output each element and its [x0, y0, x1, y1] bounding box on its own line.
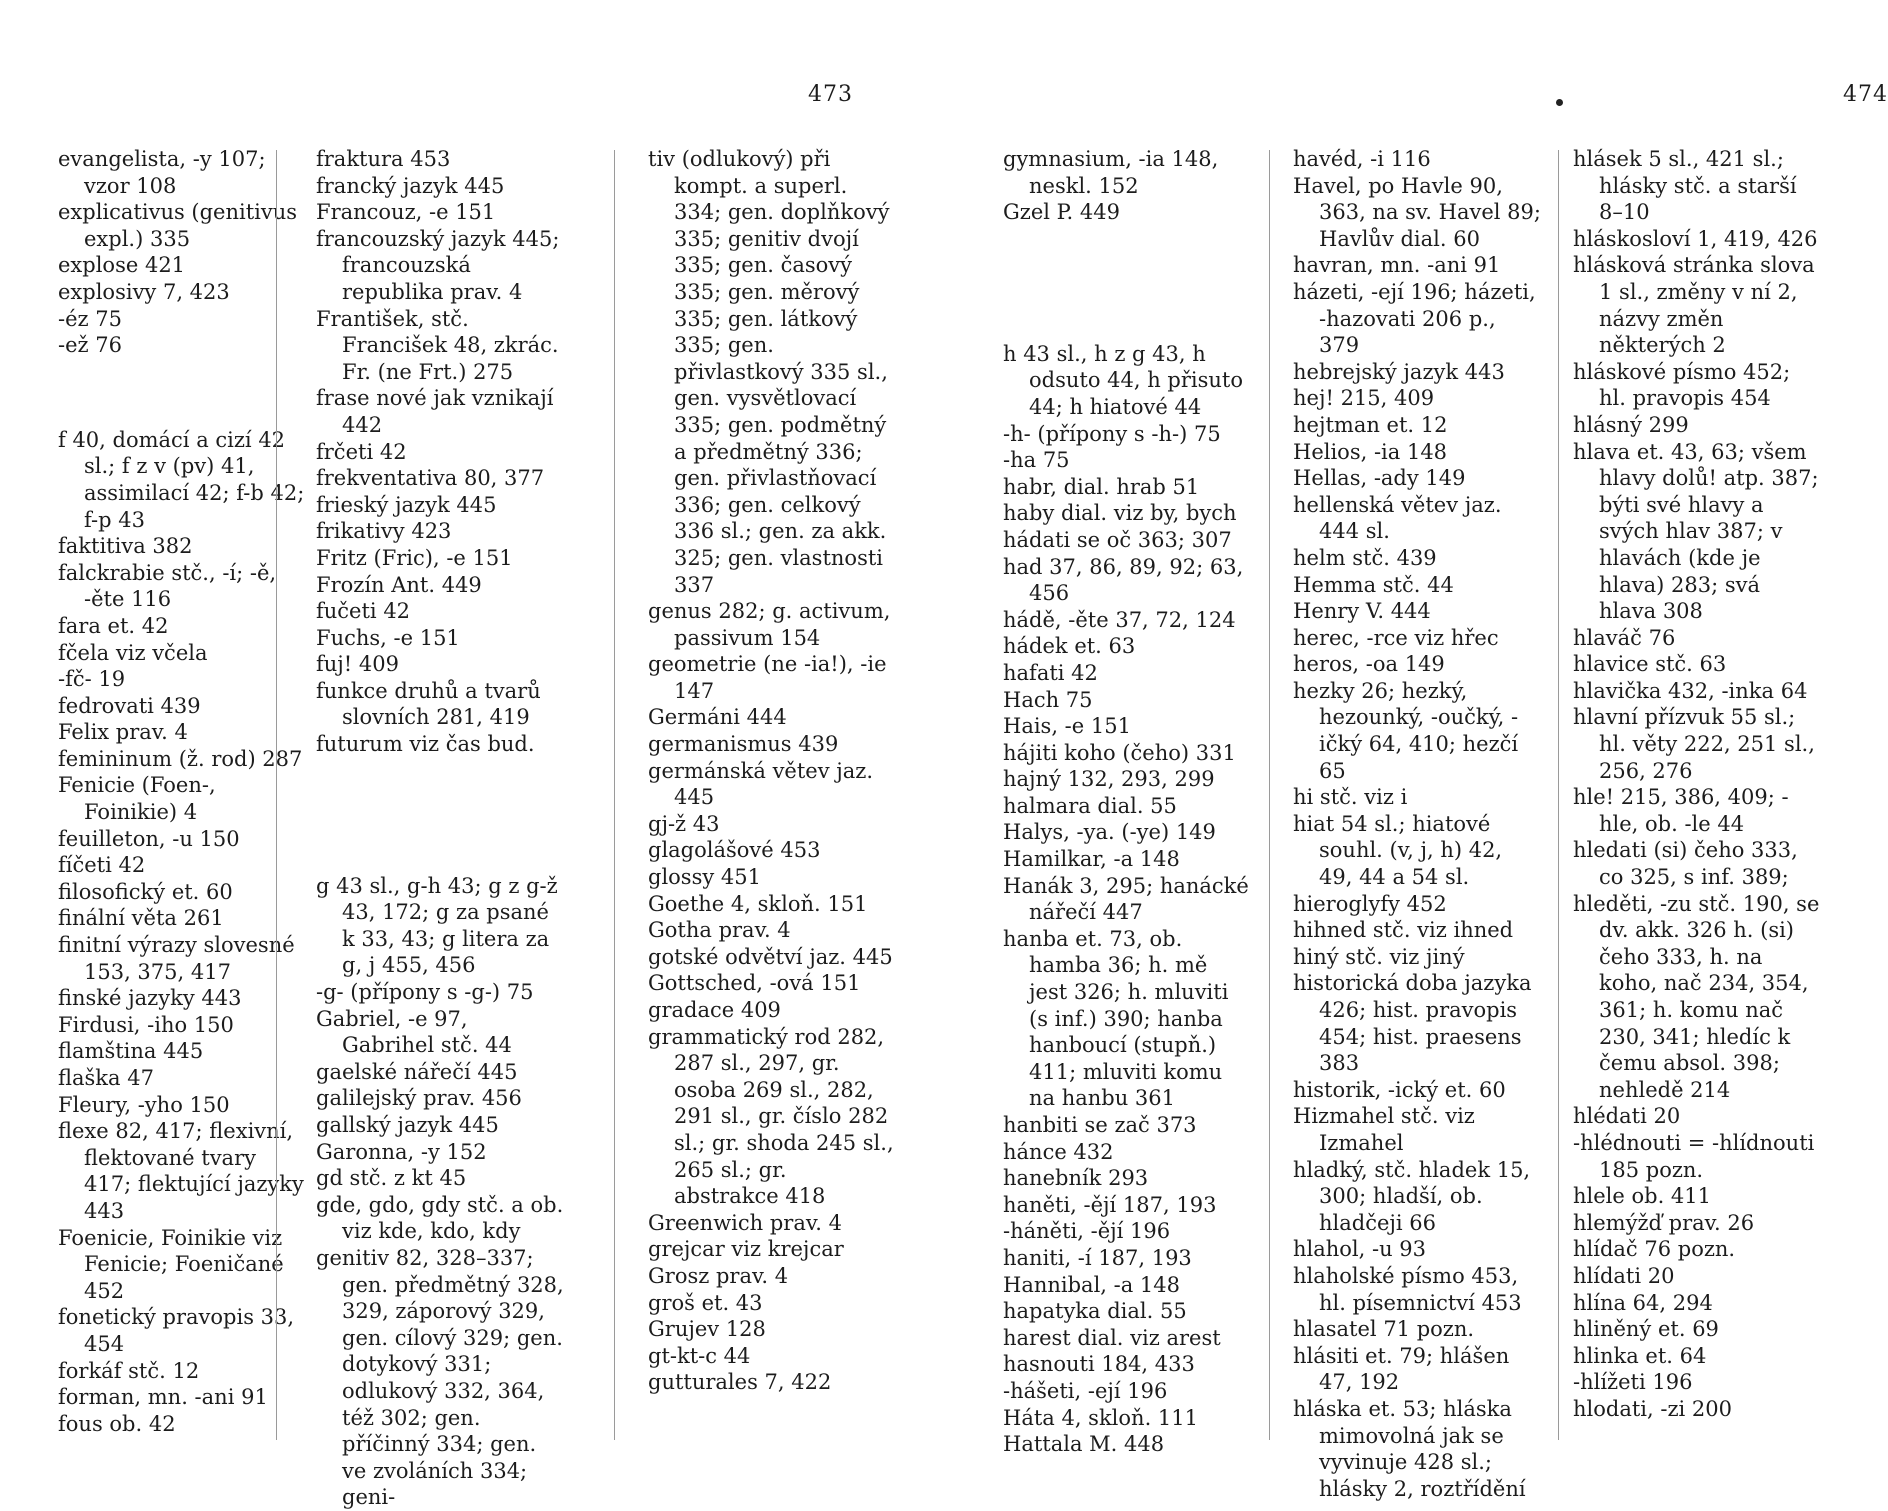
index-entry: hanebník 293	[1003, 1166, 1149, 1191]
index-entry: historik, -ický et. 60	[1293, 1077, 1506, 1102]
index-entry: germánská větev jaz. 445	[648, 758, 874, 810]
index-entry: Fuchs, -e 151	[316, 625, 460, 650]
index-entry: -g- (přípony s -g-) 75	[316, 980, 534, 1005]
index-entry: gradace 409	[648, 998, 781, 1022]
speck-dot	[1556, 99, 1563, 106]
index-entry: hlinka et. 64	[1573, 1343, 1707, 1368]
column-divider	[1269, 150, 1270, 1440]
index-entry: hlína 64, 294	[1573, 1290, 1713, 1315]
index-entry: heros, -oa 149	[1293, 652, 1445, 677]
index-entry: habr, dial. hrab 51	[1003, 474, 1200, 499]
index-entry: hi stč. viz i	[1293, 785, 1408, 810]
index-entry: hlodati, -zi 200	[1573, 1396, 1732, 1421]
index-entry: h 43 sl., h z g 43, h odsuto 44, h přisuto 44; h hiatové 44	[1003, 341, 1243, 419]
index-entry: Hais, -e 151	[1003, 714, 1131, 739]
index-entry: Greenwich prav. 4	[648, 1210, 842, 1235]
index-entry: Gabriel, -e 97, Gabrihel stč. 44	[316, 1006, 512, 1058]
index-entry: hebrejský jazyk 443	[1293, 359, 1505, 384]
index-entry: forman, mn. -ani 91	[58, 1385, 268, 1410]
index-entry: finitní výrazy slovesné 153, 375, 417	[58, 933, 295, 984]
index-entry: -hášeti, -ejí 196	[1003, 1378, 1168, 1403]
index-entry: havéd, -i 116	[1293, 147, 1431, 171]
index-column-5	[1293, 146, 1541, 1502]
index-entry: galilejský prav. 456	[316, 1086, 522, 1111]
index-column-2	[316, 146, 564, 1511]
index-entry: Hanák 3, 295; hanácké nářečí 447	[1003, 873, 1249, 925]
index-entry: Háta 4, skloň. 111	[1003, 1405, 1198, 1430]
index-entry: hlavice stč. 63	[1573, 652, 1727, 677]
index-entry: f 40, domácí a cizí 42 sl.; f z v (pv) 41, assimilací 42; f-b 42; f-p 43	[58, 427, 305, 532]
index-entry: faktitiva 382	[58, 534, 193, 559]
index-entry: Hemma stč. 44	[1293, 572, 1454, 597]
index-column-4	[1003, 146, 1251, 1458]
index-entry: Hamilkar, -a 148	[1003, 847, 1180, 872]
index-entry: Goethe 4, skloň. 151	[648, 891, 868, 916]
index-entry: hlavička 432, -inka 64	[1573, 678, 1808, 703]
index-entry: házeti, -ejí 196; házeti, -hazovati 206 p., 379	[1293, 279, 1536, 358]
index-entry: hlásková stránka slova 1 sl., změny v ní 2, názvy změn některých 2	[1573, 253, 1815, 358]
index-entry: Firdusi, -iho 150	[58, 1012, 234, 1037]
index-entry: fraktura 453	[316, 147, 451, 171]
index-entry: Gottsched, -ová 151	[648, 971, 861, 996]
index-entry: fíčeti 42	[58, 853, 146, 878]
index-entry: hliněný et. 69	[1573, 1317, 1719, 1342]
index-entry: evangelista, -y 107; vzor 108	[58, 147, 266, 198]
index-entry: Felix prav. 4	[58, 720, 188, 745]
index-entry: Hellas, -ady 149	[1293, 466, 1466, 491]
index-entry: frase nové jak vznikají 442	[316, 386, 554, 437]
index-entry: haby dial. viz by, bych	[1003, 501, 1237, 526]
index-entry: Grosz prav. 4	[648, 1263, 789, 1288]
index-entry: hádati se oč 363; 307	[1003, 527, 1232, 552]
index-entry: Fenicie (Foen-, Foinikie) 4	[58, 773, 216, 825]
index-entry: hihned stč. viz ihned	[1293, 918, 1514, 943]
index-entry: g 43 sl., g-h 43; g z g-ž 43, 172; g za psané k 33, 43; g litera za g, j 455, 456	[316, 873, 558, 978]
index-entry: hiat 54 sl.; hiatové souhl. (v, j, h) 42, 49, 44 a 54 sl.	[1293, 811, 1503, 890]
index-entry: gallský jazyk 445	[316, 1113, 499, 1137]
spacer	[1003, 247, 1251, 273]
index-entry: hapatyka dial. 55	[1003, 1299, 1187, 1324]
index-entry: havran, mn. -ani 91	[1293, 253, 1501, 278]
index-entry: funkce druhů a tvarů slovních 281, 419	[316, 678, 541, 730]
index-entry: helm stč. 439	[1293, 545, 1437, 570]
index-entry: glossy 451	[648, 865, 761, 890]
index-entry: genitiv 82, 328–337; gen. předmětný 328, 329, záporový 329, gen. cílový 329; gen. dotykový 331; odlukový 332, 364, též 302; gen. příčinný 334; gen. ve zvoláních 334; geni-	[316, 1245, 564, 1510]
index-entry: -fč- 19	[58, 667, 126, 692]
index-entry: flexe 82, 417; flexivní, flektované tvary 417; flektující jazyky 443	[58, 1119, 304, 1223]
index-entry: Gzel P. 449	[1003, 200, 1120, 225]
index-entry: Fritz (Fric), -e 151	[316, 545, 513, 570]
index-column-1	[58, 146, 306, 1437]
index-entry: Hattala M. 448	[1003, 1432, 1165, 1457]
index-entry: had 37, 86, 89, 92; 63, 456	[1003, 554, 1244, 606]
left-page	[0, 0, 933, 1510]
index-entry: hlele ob. 411	[1573, 1184, 1712, 1209]
index-entry: hajný 132, 293, 299	[1003, 767, 1215, 792]
index-entry: hlemýžď prav. 26	[1573, 1210, 1755, 1235]
index-entry: hanba et. 73, ob. hamba 36; h. mě jest 326; h. mluviti (s inf.) 390; hanba hanboucí (stupň.) 411; mluviti komu na hanbu 361	[1003, 926, 1229, 1111]
index-entry: hleděti, -zu stč. 190, se dv. akk. 326 h. (si) čeho 333, h. na koho, nač 234, 354, 361; h. komu nač 230, 341; hledíc k čemu absol. 398; nehledě 214	[1573, 891, 1820, 1102]
index-entry: hiný stč. viz jiný	[1293, 944, 1465, 969]
index-entry: finální věta 261	[58, 906, 224, 931]
index-entry: hlavní přízvuk 55 sl.; hl. věty 222, 251 sl., 256, 276	[1573, 705, 1815, 783]
index-entry: -ež 76	[58, 333, 122, 358]
index-entry: hlaholské písmo 453, hl. písemnictví 453	[1293, 1263, 1522, 1315]
index-entry: futurum viz čas bud.	[316, 732, 535, 757]
index-entry: hájiti koho (čeho) 331	[1003, 740, 1236, 765]
index-entry: Foenicie, Foinikie viz Fenicie; Foeničané 452	[58, 1225, 284, 1303]
index-entry: Frozín Ant. 449	[316, 572, 482, 597]
index-entry: falckrabie stč., -í; -ě, -ěte 116	[58, 560, 277, 612]
index-entry: hledati (si) čeho 333, co 325, s inf. 389;	[1573, 838, 1798, 890]
index-entry: Hizmahel stč. viz Izmahel	[1293, 1104, 1475, 1155]
index-entry: francký jazyk 445	[316, 173, 505, 198]
index-entry: haněti, -ějí 187, 193	[1003, 1192, 1217, 1217]
index-entry: gymnasium, -ia 148, neskl. 152	[1003, 147, 1219, 198]
spacer	[58, 380, 306, 406]
index-entry: hláska et. 53; hláska mimovolná jak se vyvinuje 428 sl.; hlásky 2, roztřídění	[1293, 1396, 1526, 1501]
index-entry: hlava et. 43, 63; všem hlavy dolů! atp. 387; býti své hlavy a svých hlav 387; v hlavách (kde je hlava) 283; svá hlava 308	[1573, 439, 1819, 624]
index-entry: explicativus (genitivus expl.) 335	[58, 200, 298, 251]
index-entry: Halys, -ya. (-ye) 149	[1003, 820, 1216, 845]
index-entry: Helios, -ia 148	[1293, 439, 1448, 464]
index-entry: hlahol, -u 93	[1293, 1237, 1427, 1262]
index-entry: explosivy 7, 423	[58, 279, 230, 304]
index-entry: gotské odvětví jaz. 445	[648, 944, 893, 969]
index-entry: hasnouti 184, 433	[1003, 1352, 1195, 1377]
index-entry: fedrovati 439	[58, 693, 201, 718]
index-entry: hlédati 20	[1573, 1104, 1681, 1129]
index-entry: hej! 215, 409	[1293, 386, 1435, 411]
index-entry: gt-kt-c 44	[648, 1343, 751, 1368]
index-entry: filosofický et. 60	[58, 879, 233, 904]
spacer	[316, 826, 564, 852]
index-entry: hánce 432	[1003, 1139, 1114, 1164]
spacer	[1003, 294, 1251, 320]
index-entry: hellenská větev jaz. 444 sl.	[1293, 492, 1502, 544]
index-entry: gutturales 7, 422	[648, 1370, 832, 1395]
index-entry: frčeti 42	[316, 439, 407, 464]
index-entry: fara et. 42	[58, 613, 169, 638]
index-entry: germanismus 439	[648, 732, 839, 757]
index-entry: tiv (odlukový) při kompt. a superl. 334; gen. doplňkový 335; genitiv dvojí 335; gen. časový 335; gen. měrový 335; gen. látkový 335; gen. přivlastkový 335 sl., gen. vysvětlovací 335; gen. podmětný a předmětný 336; gen. přivlastňovací 336; gen. celkový 336 sl.; gen. za akk. 325; gen. vlastnosti 337	[648, 147, 890, 597]
index-entry: haniti, -í 187, 193	[1003, 1245, 1192, 1270]
index-entry: Havel, po Havle 90, 363, na sv. Havel 89; Havlův dial. 60	[1293, 173, 1541, 251]
index-entry: francouzský jazyk 445; francouzská republika prav. 4	[316, 226, 560, 304]
index-entry: groš et. 43	[648, 1290, 763, 1315]
index-entry: Hach 75	[1003, 687, 1093, 712]
index-entry: grejcar viz krejcar	[648, 1237, 844, 1262]
index-entry: hezky 26; hezký, hezounký, -oučký, -ičký 64, 410; hezčí 65	[1293, 678, 1519, 783]
index-column-6	[1573, 146, 1821, 1423]
right-page	[933, 0, 1888, 1501]
index-entry: grammatický rod 282, 287 sl., 297, gr. osoba 269 sl., 282, 291 sl., gr. číslo 282 sl.; gr. shoda 245 sl., 265 sl.; gr. abstrakce 418	[648, 1024, 894, 1209]
index-entry: herec, -rce viz hřec	[1293, 625, 1499, 650]
index-entry: hlásek 5 sl., 421 sl.; hlásky stč. a starší 8–10	[1573, 147, 1797, 225]
index-entry: Germáni 444	[648, 705, 787, 730]
column-divider	[1558, 150, 1559, 1440]
index-entry: hláskové písmo 452; hl. pravopis 454	[1573, 359, 1791, 411]
spacer	[316, 779, 564, 805]
index-entry: fous ob. 42	[58, 1411, 176, 1436]
index-entry: gaelské nářečí 445	[316, 1059, 518, 1084]
index-entry: hlásný 299	[1573, 412, 1689, 437]
index-entry: feuilleton, -u 150	[58, 826, 240, 851]
index-entry: harest dial. viz arest	[1003, 1325, 1221, 1350]
index-entry: genus 282; g. activum, passivum 154	[648, 599, 891, 650]
index-entry: hlaváč 76	[1573, 625, 1676, 650]
column-divider	[276, 150, 277, 1440]
index-entry: frieský jazyk 445	[316, 492, 497, 517]
index-entry: hlasatel 71 pozn.	[1293, 1317, 1475, 1342]
index-entry: Garonna, -y 152	[316, 1139, 487, 1164]
index-entry: hanbiti se zač 373	[1003, 1113, 1197, 1137]
index-entry: gd stč. z kt 45	[316, 1166, 467, 1191]
page-number-right: 474	[1843, 82, 1888, 107]
index-entry: Grujev 128	[648, 1317, 766, 1342]
index-entry: Henry V. 444	[1293, 599, 1431, 624]
index-entry: Fleury, -yho 150	[58, 1092, 230, 1117]
index-entry: historická doba jazyka 426; hist. pravopis 454; hist. praesens 383	[1293, 971, 1532, 1076]
index-entry: hieroglyfy 452	[1293, 891, 1447, 916]
index-entry: hádě, -ěte 37, 72, 124	[1003, 607, 1236, 632]
index-entry: gj-ž 43	[648, 811, 720, 836]
index-entry: fučeti 42	[316, 599, 411, 624]
index-column-3	[648, 146, 896, 1396]
index-entry: flamština 445	[58, 1039, 204, 1064]
index-entry: Hannibal, -a 148	[1003, 1272, 1181, 1297]
index-entry: Francouz, -e 151	[316, 200, 496, 225]
index-entry: -h- (přípony s -h-) 75	[1003, 421, 1221, 446]
index-entry: hádek et. 63	[1003, 634, 1136, 659]
index-entry: František, stč. Francišek 48, zkrác. Fr. (ne Frt.) 275	[316, 306, 559, 384]
index-entry: geometrie (ne -ia!), -ie 147	[648, 652, 887, 703]
index-entry: fčela viz včela	[58, 640, 208, 665]
index-entry: hafati 42	[1003, 660, 1098, 685]
index-entry: hle! 215, 386, 409; -hle, ob. -le 44	[1573, 785, 1789, 836]
index-entry: Gotha prav. 4	[648, 918, 791, 943]
index-entry: frikativy 423	[316, 519, 452, 544]
index-entry: -háněti, -ějí 196	[1003, 1219, 1171, 1244]
index-entry: hladký, stč. hladek 15, 300; hladší, ob. hladčeji 66	[1293, 1157, 1531, 1235]
index-entry: -ha 75	[1003, 448, 1070, 473]
index-entry: fonetický pravopis 33, 454	[58, 1305, 295, 1356]
index-entry: femininum (ž. rod) 287	[58, 746, 303, 771]
index-entry: gde, gdo, gdy stč. a ob. viz kde, kdo, kdy	[316, 1192, 564, 1244]
index-entry: hlásiti et. 79; hlášen 47, 192	[1293, 1343, 1510, 1395]
index-entry: -hlédnouti = -hlídnouti 185 pozn.	[1573, 1130, 1815, 1182]
index-entry: hláskosloví 1, 419, 426	[1573, 226, 1818, 251]
index-entry: -éz 75	[58, 306, 122, 331]
index-entry: fuj! 409	[316, 652, 400, 677]
index-entry: hlídač 76 pozn.	[1573, 1237, 1736, 1262]
index-entry: hlídati 20	[1573, 1263, 1675, 1288]
index-entry: glagolášové 453	[648, 838, 821, 863]
column-divider	[614, 150, 615, 1440]
index-entry: halmara dial. 55	[1003, 793, 1177, 818]
index-entry: frekventativa 80, 377	[316, 466, 545, 491]
index-entry: finské jazyky 443	[58, 986, 242, 1011]
index-entry: -hlížeti 196	[1573, 1370, 1693, 1395]
index-entry: explose 421	[58, 253, 186, 278]
index-entry: flaška 47	[58, 1066, 154, 1090]
index-entry: hejtman et. 12	[1293, 412, 1448, 437]
index-entry: forkáf stč. 12	[58, 1358, 200, 1383]
page-number-left: 473	[808, 82, 853, 107]
